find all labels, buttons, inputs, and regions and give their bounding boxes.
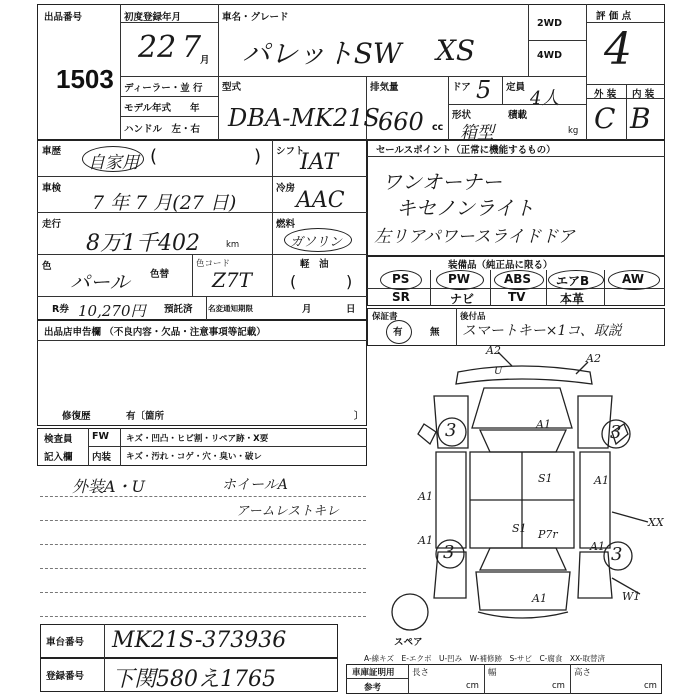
- length-label: 長さ: [412, 668, 430, 678]
- model-code: DBA-MK21S: [228, 104, 380, 132]
- inspector-entry-label: 記入欄: [44, 452, 73, 463]
- equip-abs: ABS: [504, 272, 532, 286]
- deposit-label: 預託済: [164, 304, 193, 315]
- inspector-label: 検査員: [44, 434, 73, 445]
- displacement-label: 排気量: [370, 82, 399, 93]
- inspection-value: 7 年 7 月(27 日): [92, 192, 237, 214]
- inspector-note-1: 外装A・U: [72, 477, 146, 496]
- history-value: 自家用: [88, 153, 139, 173]
- km-unit: km: [226, 240, 240, 250]
- declaration-title: 出品店申告欄 （不良内容・欠品・注意事項等記載）: [44, 327, 266, 338]
- mark-wheel-rr: 3: [611, 544, 623, 565]
- car-grade: XS: [436, 34, 476, 67]
- plate-label: 登録番号: [46, 671, 85, 682]
- capacity-value: 4人: [530, 88, 560, 109]
- drive-2wd: 2WD: [537, 18, 562, 29]
- score-label: 評 価 点: [596, 11, 632, 22]
- fuel-label: 燃料: [276, 219, 296, 230]
- mark-xx: XX: [648, 516, 664, 529]
- history-label: 車歴: [42, 146, 62, 157]
- model-year-label: モデル年式 年: [124, 103, 200, 114]
- kg-unit: kg: [568, 126, 579, 136]
- shape-value: 箱型: [460, 123, 494, 143]
- mark-roof-s1: S1: [538, 472, 553, 485]
- repair-bracket: 〕: [354, 411, 364, 422]
- recycle-value: 10,270円: [78, 302, 146, 320]
- shape-label: 形状: [452, 110, 472, 121]
- spare-label: スペア: [394, 637, 423, 648]
- equip-aw: AW: [622, 272, 644, 286]
- repair-value: 有〔箇所: [126, 411, 165, 422]
- sales-point-1: ワンオーナー: [382, 170, 502, 194]
- equip-tv: TV: [508, 290, 526, 304]
- shift-value: IAT: [300, 150, 339, 175]
- dealer-label: ディーラー・並 行: [124, 83, 203, 94]
- equip-navi: ナビ: [450, 292, 475, 306]
- fuel-value: ガソリン: [290, 235, 343, 250]
- mark-wheel-rl: 3: [443, 542, 455, 563]
- exterior-grade: C: [594, 102, 616, 135]
- chassis-value: MK21S-373936: [112, 628, 287, 653]
- sales-point-2: キセノンライト: [396, 196, 535, 220]
- mark-right-a1: A1: [594, 474, 609, 487]
- drive-4wd: 4WD: [537, 50, 562, 61]
- fuel-light-oil: 軽 油: [300, 259, 329, 270]
- height-label: 高さ: [574, 668, 592, 678]
- interior-grade: B: [630, 102, 651, 135]
- accessories-value: スマートキー×1コ、取説: [462, 323, 622, 339]
- mark-rear-left-a1: A1: [418, 534, 433, 547]
- lot-label: 出品番号: [44, 12, 83, 23]
- mark-rear-w1: W1: [622, 590, 641, 603]
- mark-hood-a1: A1: [536, 418, 551, 431]
- score-value: 4: [604, 24, 632, 75]
- mileage-value: 8万1千402: [86, 231, 200, 256]
- shift-label: シフト: [276, 146, 305, 157]
- mark-rear-right-a1: A1: [590, 540, 605, 553]
- inspector-note-2: ホイールA: [222, 477, 288, 493]
- accessories-label: 後付品: [460, 312, 486, 322]
- mark-front-u: U: [494, 366, 503, 377]
- car-name: パレットSW: [242, 37, 402, 70]
- doors-label: ドア: [452, 82, 471, 93]
- mark-wheel-fr: 3: [610, 422, 622, 443]
- mark-hatch-a1: A1: [532, 592, 547, 605]
- equip-sr: SR: [392, 290, 410, 304]
- mark-front-a2-right: A2: [586, 352, 601, 365]
- capacity-label: 定員: [506, 82, 526, 93]
- color-code-label: 色コード: [196, 259, 231, 269]
- color-change-label: 色替: [150, 269, 170, 280]
- equip-airbag: エアB: [556, 274, 590, 288]
- mark-left-a1: A1: [418, 490, 433, 503]
- lot-number: 1503: [56, 64, 114, 94]
- cc-unit: cc: [432, 122, 444, 133]
- color-label: 色: [42, 261, 52, 272]
- equip-pw: PW: [448, 272, 471, 286]
- equipment-title: 装備品（純正品に限る）: [448, 260, 553, 271]
- sales-point-3: 左リアパワースライドドア: [374, 227, 575, 247]
- doors-value: 5: [476, 76, 492, 104]
- name-change-label: 名変通知期限: [208, 304, 253, 313]
- width-label: 幅: [488, 668, 497, 678]
- ac-value: AAC: [296, 188, 345, 213]
- inspection-label: 車検: [42, 183, 62, 194]
- mileage-label: 走行: [42, 219, 62, 230]
- interior-label: 内 装: [632, 89, 655, 100]
- inspector-note-3: アームレストキレ: [236, 504, 340, 519]
- type-label: 型式: [222, 82, 242, 93]
- height-cm: cm: [644, 681, 657, 691]
- sales-title: セールスポイント（正常に機能するもの）: [376, 145, 556, 156]
- first-reg-year: 22: [138, 30, 177, 65]
- cert-label: 車庫証明用: [352, 668, 395, 678]
- equip-leather: 本革: [560, 292, 585, 306]
- damage-legend: A-線キズ E-エクボ U-凹み W-補修跡 S-サビ C-腐食 XX-取替済: [364, 654, 605, 663]
- chassis-label: 車台番号: [46, 637, 85, 648]
- warranty-yes: 有: [393, 327, 403, 338]
- mark-rear-s1: S1: [512, 522, 527, 535]
- color-code: Z7T: [212, 268, 252, 292]
- mark-front-a2-left: A2: [486, 344, 501, 357]
- inspector-row1: キズ・凹凸・ヒビ割・リペア跡・X要: [126, 434, 269, 444]
- mark-wheel-fl: 3: [445, 420, 457, 441]
- warranty-label: 保証書: [372, 312, 398, 322]
- first-reg-month: 7: [182, 30, 202, 65]
- equip-ps: PS: [392, 272, 410, 286]
- recycle-label: R券: [52, 304, 69, 315]
- repair-label: 修復歴: [62, 411, 91, 422]
- plate-value: 下関580え1765: [112, 667, 276, 692]
- displacement-value: 660: [378, 108, 424, 136]
- handle-label: ハンドル 左・右: [124, 124, 201, 135]
- color-value: パール: [70, 270, 130, 294]
- width-cm: cm: [552, 681, 565, 691]
- mark-spare-note: P7r: [538, 528, 558, 541]
- inspector-interior: 内装: [92, 452, 112, 463]
- exterior-label: 外 装: [594, 89, 617, 100]
- inspector-row2: キズ・汚れ・コゲ・穴・臭い・破レ: [126, 452, 262, 462]
- length-cm: cm: [466, 681, 479, 691]
- month-suffix: 月: [200, 55, 210, 66]
- recycle-month-label: 月: [302, 304, 312, 315]
- ac-label: 冷房: [276, 183, 296, 194]
- ref-label: 参考: [364, 683, 382, 693]
- first-reg-label: 初度登録年月: [124, 12, 182, 23]
- load-label: 積載: [508, 110, 528, 121]
- recycle-day-label: 日: [346, 304, 356, 315]
- inspector-fw: FW: [92, 431, 109, 442]
- warranty-no: 無: [430, 327, 440, 338]
- car-name-label: 車名・グレード: [222, 12, 289, 23]
